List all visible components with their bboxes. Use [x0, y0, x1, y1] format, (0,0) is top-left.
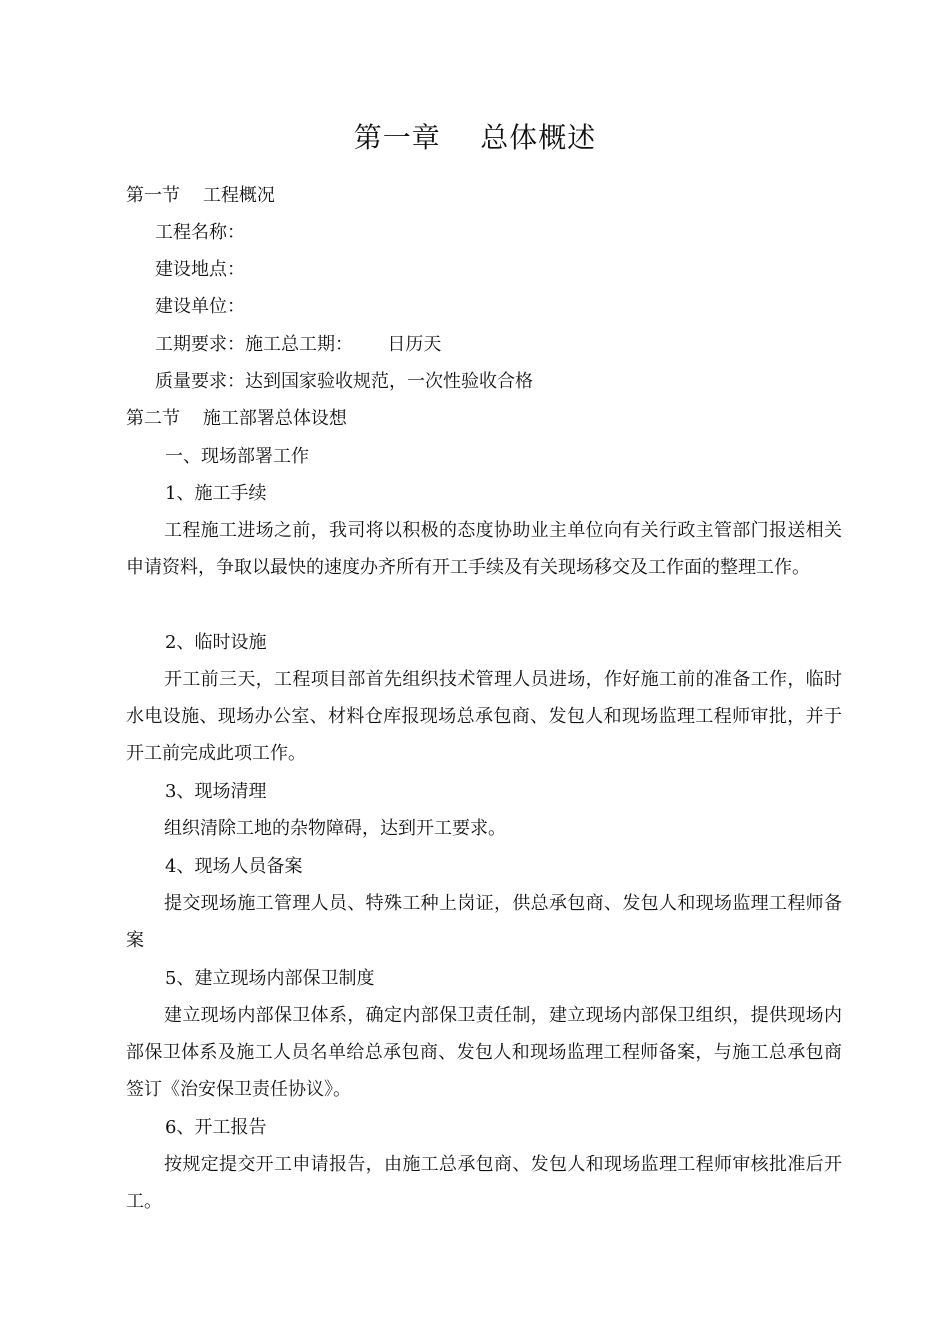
item-heading-4: 4、现场人员备案 — [165, 856, 303, 877]
item-heading-5: 5、建立现场内部保卫制度 — [165, 968, 375, 989]
project-name-field: 工程名称： — [155, 222, 245, 243]
item-body-4: 提交现场施工管理人员、特殊工种上岗证，供总承包商、发包人和现场监理工程师备案 — [126, 893, 842, 952]
section-heading-1: 第一节 工程概况 — [126, 185, 275, 206]
quality-requirement: 质量要求：达到国家验收规范，一次性验收合格 — [155, 371, 533, 392]
item-heading-2: 2、临时设施 — [165, 632, 267, 653]
schedule-requirement: 工期要求：施工总工期： 日历天 — [155, 334, 442, 355]
item-body-3: 组织清除工地的杂物障碍，达到开工要求。 — [164, 818, 506, 839]
owner-unit-field: 建设单位： — [155, 296, 245, 317]
item-heading-3: 3、现场清理 — [165, 781, 267, 802]
item-body-5: 建立现场内部保卫体系，确定内部保卫责任制，建立现场内部保卫组织，提供现场内部保卫体系及施工人员名单给总承包商、发包人和现场监理工程师备案，与施工总承包商签订《治安保卫责任协议》。 — [126, 1005, 842, 1101]
item-heading-6: 6、开工报告 — [165, 1117, 267, 1138]
item-body-1: 工程施工进场之前，我司将以积极的态度协助业主单位向有关行政主管部门报送相关申请资料，争取以最快的速度办齐所有开工手续及有关现场移交及工作面的整理工作。 — [126, 520, 842, 579]
subsection-heading: 一、现场部署工作 — [165, 446, 309, 467]
item-heading-1: 1、施工手续 — [165, 483, 267, 504]
section-heading-2: 第二节 施工部署总体设想 — [126, 408, 347, 429]
item-body-2: 开工前三天，工程项目部首先组织技术管理人员进场，作好施工前的准备工作，临时水电设施、现场办公室、材料仓库报现场总承包商、发包人和现场监理工程师审批，并于开工前完成此项工作。 — [126, 669, 842, 765]
item-body-6: 按规定提交开工申请报告，由施工总承包商、发包人和现场监理工程师审核批准后开工。 — [126, 1154, 842, 1213]
chapter-title: 第一章 总体概述 — [353, 121, 597, 154]
site-location-field: 建设地点： — [155, 259, 245, 280]
